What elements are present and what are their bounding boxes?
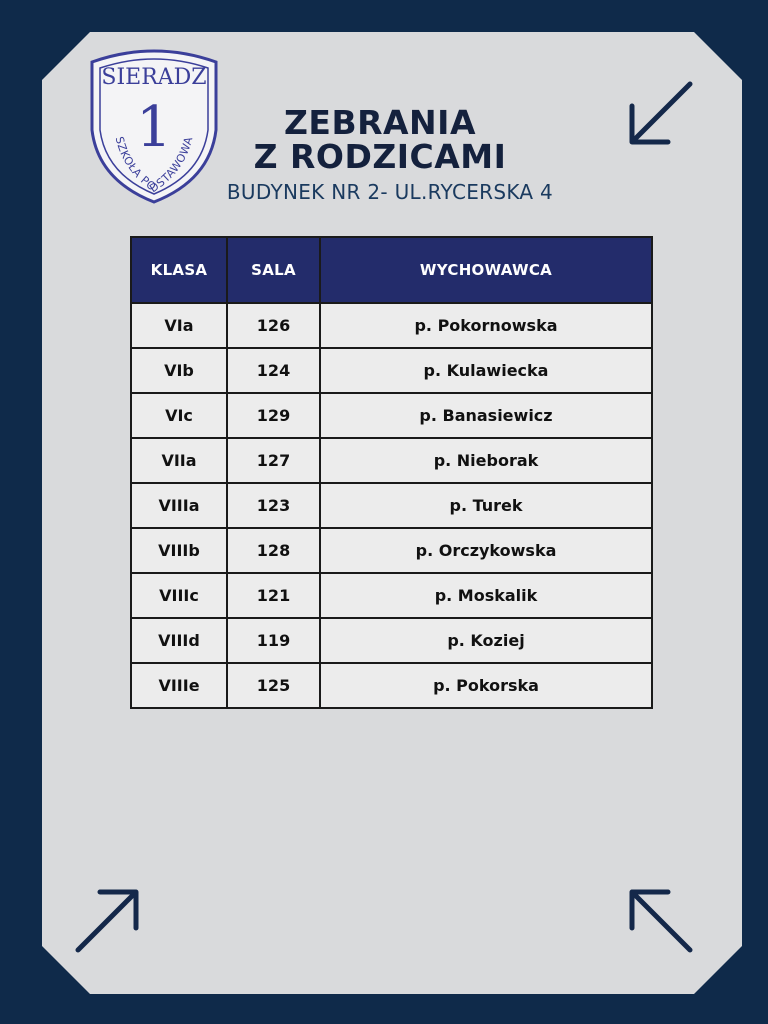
table-row <box>131 618 652 663</box>
table-row <box>131 528 652 573</box>
arrow-up-left-icon <box>622 882 698 958</box>
table-row <box>131 483 652 528</box>
table-row <box>131 393 652 438</box>
cell-klasa: VIIa <box>131 438 227 483</box>
logo-ring-text: SZKOŁA PODSTAWOWA <box>112 135 196 196</box>
cell-sala: 125 <box>227 663 320 708</box>
cell-klasa: VIc <box>131 393 227 438</box>
logo-numeral: 1 <box>136 95 172 160</box>
column-header-sala: SALA <box>227 237 320 303</box>
column-header-wychowawca: WYCHOWAWCA <box>320 237 652 303</box>
cell-sala: 126 <box>227 303 320 348</box>
table-row <box>131 348 652 393</box>
cell-sala: 121 <box>227 573 320 618</box>
arrow-down-left-icon <box>622 76 698 152</box>
cell-wychowawca: p. Moskalik <box>320 573 652 618</box>
table-row <box>131 573 652 618</box>
arrow-up-right-icon <box>70 882 146 958</box>
cell-wychowawca: p. Banasiewicz <box>320 393 652 438</box>
logo-top-text: SIERADZ <box>101 65 207 90</box>
cell-klasa: VIIIb <box>131 528 227 573</box>
table-row <box>131 303 652 348</box>
cell-klasa: VIIIe <box>131 663 227 708</box>
cell-klasa: VIIId <box>131 618 227 663</box>
cell-klasa: VIa <box>131 303 227 348</box>
cell-wychowawca: p. Kulawiecka <box>320 348 652 393</box>
page-subtitle: BUDYNEK NR 2- UL.RYCERSKA 4 <box>226 180 554 204</box>
cell-wychowawca: p. Turek <box>320 483 652 528</box>
cell-klasa: VIIIa <box>131 483 227 528</box>
table-row <box>131 438 652 483</box>
cell-wychowawca: p. Nieborak <box>320 438 652 483</box>
column-header-klasa: KLASA <box>131 237 227 303</box>
cell-sala: 123 <box>227 483 320 528</box>
page-title-line1: ZEBRANIA <box>283 103 476 142</box>
cell-sala: 119 <box>227 618 320 663</box>
cell-wychowawca: p. Pokornowska <box>320 303 652 348</box>
table-row <box>131 663 652 708</box>
cell-sala: 129 <box>227 393 320 438</box>
cell-wychowawca: p. Orczykowska <box>320 528 652 573</box>
cell-wychowawca: p. Koziej <box>320 618 652 663</box>
table-header-row <box>131 237 652 303</box>
meeting-schedule-table <box>130 236 653 709</box>
cell-klasa: VIb <box>131 348 227 393</box>
cell-klasa: VIIIc <box>131 573 227 618</box>
cell-sala: 128 <box>227 528 320 573</box>
cell-wychowawca: p. Pokorska <box>320 663 652 708</box>
page-title-line2: Z RODZICAMI <box>253 137 507 176</box>
cell-sala: 127 <box>227 438 320 483</box>
cell-sala: 124 <box>227 348 320 393</box>
